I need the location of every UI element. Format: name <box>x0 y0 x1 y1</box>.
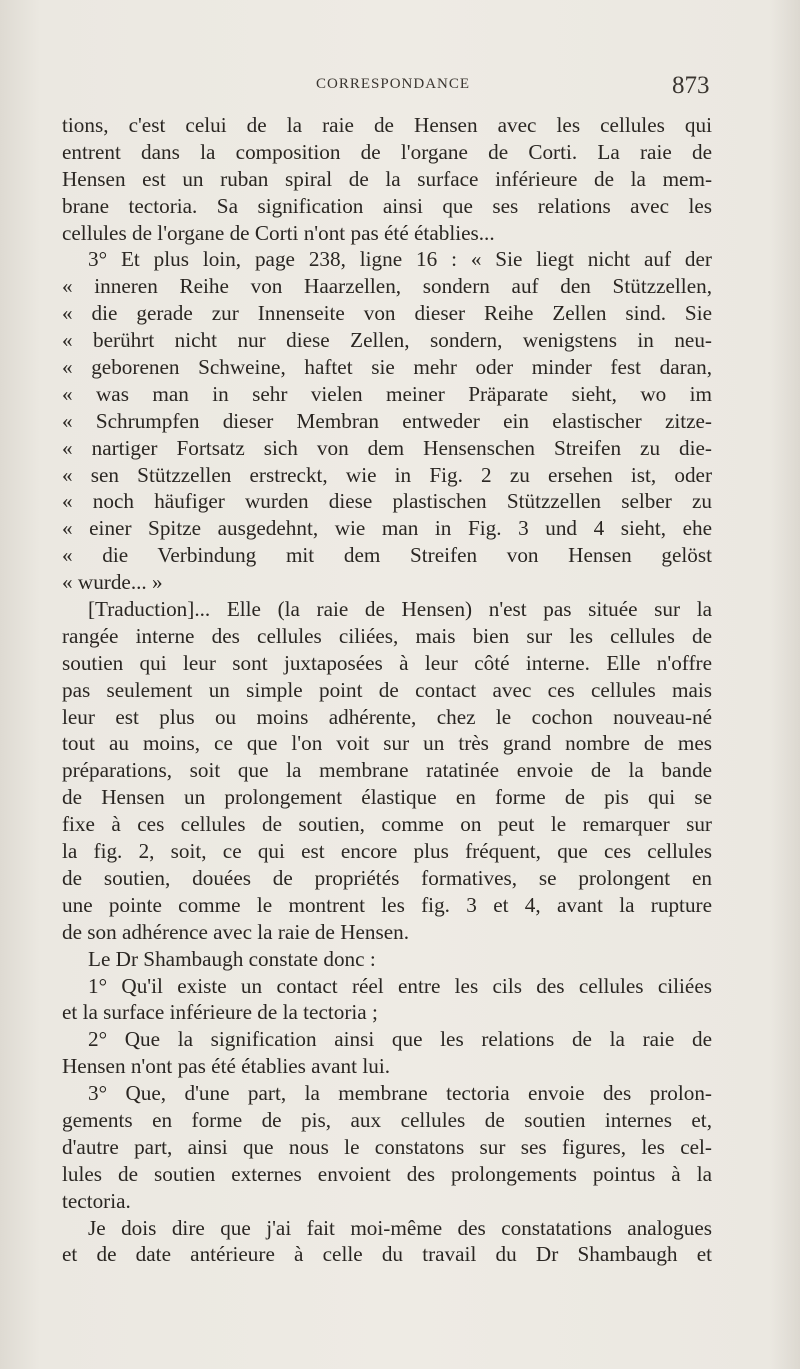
text-line: « die gerade zur Innenseite von dieser Reihe Zellen sind. Sie <box>62 301 712 326</box>
text-line: préparations, soit que la membrane ratatinée envoie de la bande <box>62 758 712 783</box>
text-line: soutien qui leur sont juxtaposées à leur côté interne. Elle n'offre <box>62 650 712 675</box>
text-line: tout au moins, ce que l'on voit sur un très grand nombre de mes <box>62 731 712 756</box>
text-line: une pointe comme le montrent les fig. 3 et 4, avant la rupture <box>62 892 712 917</box>
text-line: Je dois dire que j'ai fait moi-même des constatations analogues <box>88 1215 712 1240</box>
text-line: de soutien, douées de propriétés formatives, se prolongent en <box>62 865 712 890</box>
page-number: 873 <box>672 72 710 99</box>
text-line: la fig. 2, soit, ce qui est encore plus fréquent, que ces cellules <box>62 839 712 864</box>
text-line: pas seulement un simple point de contact avec ces cellules mais <box>62 677 712 702</box>
text-line: brane tectoria. Sa signification ainsi que ses relations avec les <box>62 193 712 218</box>
text-line: lules de soutien externes envoient des prolongements pointus à la <box>62 1161 712 1186</box>
text-line: « Schrumpfen dieser Membran entweder ein elastischer zitze- <box>62 408 712 433</box>
text-line: et de date antérieure à celle du travail du Dr Shambaugh et <box>62 1242 712 1267</box>
text-line: Hensen est un ruban spiral de la surface inférieure de la mem- <box>62 166 712 191</box>
text-line: « einer Spitze ausgedehnt, wie man in Fig. 3 und 4 sieht, ehe <box>62 516 712 541</box>
text-line: « die Verbindung mit dem Streifen von Hensen gelöst <box>62 543 712 568</box>
text-line: « berührt nicht nur diese Zellen, sondern, wenigstens in neu- <box>62 328 712 353</box>
text-line: [Traduction]... Elle (la raie de Hensen) n'est pas située sur la <box>88 597 712 622</box>
text-line: « noch häufiger wurden diese plastischen Stützzellen selber zu <box>62 489 712 514</box>
text-line: Le Dr Shambaugh constate donc : <box>88 946 376 971</box>
text-line: tectoria. <box>62 1188 131 1213</box>
text-line: de son adhérence avec la raie de Hensen. <box>62 919 410 944</box>
text-line: de Hensen un prolongement élastique en forme de pis qui se <box>62 785 712 810</box>
text-line: 2° Que la signification ainsi que les relations de la raie de <box>88 1027 712 1052</box>
text-line: rangée interne des cellules ciliées, mais bien sur les cellules de <box>62 623 712 648</box>
text-line: « inneren Reihe von Haarzellen, sondern auf den Stützzellen, <box>62 274 712 299</box>
text-line: 1° Qu'il existe un contact réel entre les cils des cellules ciliées <box>88 973 712 998</box>
text-line: « wurde... » <box>62 570 163 595</box>
text-line: tions, c'est celui de la raie de Hensen avec les cellules qui <box>62 113 712 137</box>
text-line: Hensen n'ont pas été établies avant lui. <box>62 1054 391 1079</box>
text-line: « was man in sehr vielen meiner Präparate sieht, wo im <box>62 381 712 406</box>
text-line: gements en forme de pis, aux cellules de soutien internes et, <box>62 1107 712 1132</box>
text-line: « sen Stützzellen erstreckt, wie in Fig. 2 zu ersehen ist, oder <box>62 462 712 487</box>
text-line: « geborenen Schweine, haftet sie mehr oder minder fest daran, <box>62 355 712 380</box>
text-line: d'autre part, ainsi que nous le constatons sur ses figures, les cel- <box>62 1134 712 1159</box>
text-line: 3° Que, d'une part, la membrane tectoria envoie des prolon- <box>88 1081 712 1106</box>
text-line: 3° Et plus loin, page 238, ligne 16 : « Sie liegt nicht auf der <box>88 247 712 272</box>
text-line: entrent dans la composition de l'organe de Corti. La raie de <box>62 139 712 164</box>
running-head: CORRESPONDANCE <box>316 76 471 92</box>
text-line: cellules de l'organe de Corti n'ont pas été établies... <box>62 220 495 245</box>
text-line: fixe à ces cellules de soutien, comme on peut le remarquer sur <box>62 812 712 837</box>
text-line: « nartiger Fortsatz sich von dem Hensenschen Streifen zu die- <box>62 435 712 460</box>
text-line: leur est plus ou moins adhérente, chez le cochon nouveau-né <box>62 704 712 729</box>
page-header <box>0 72 800 102</box>
body-text <box>62 112 712 1268</box>
text-line: et la surface inférieure de la tectoria ; <box>62 1000 378 1025</box>
